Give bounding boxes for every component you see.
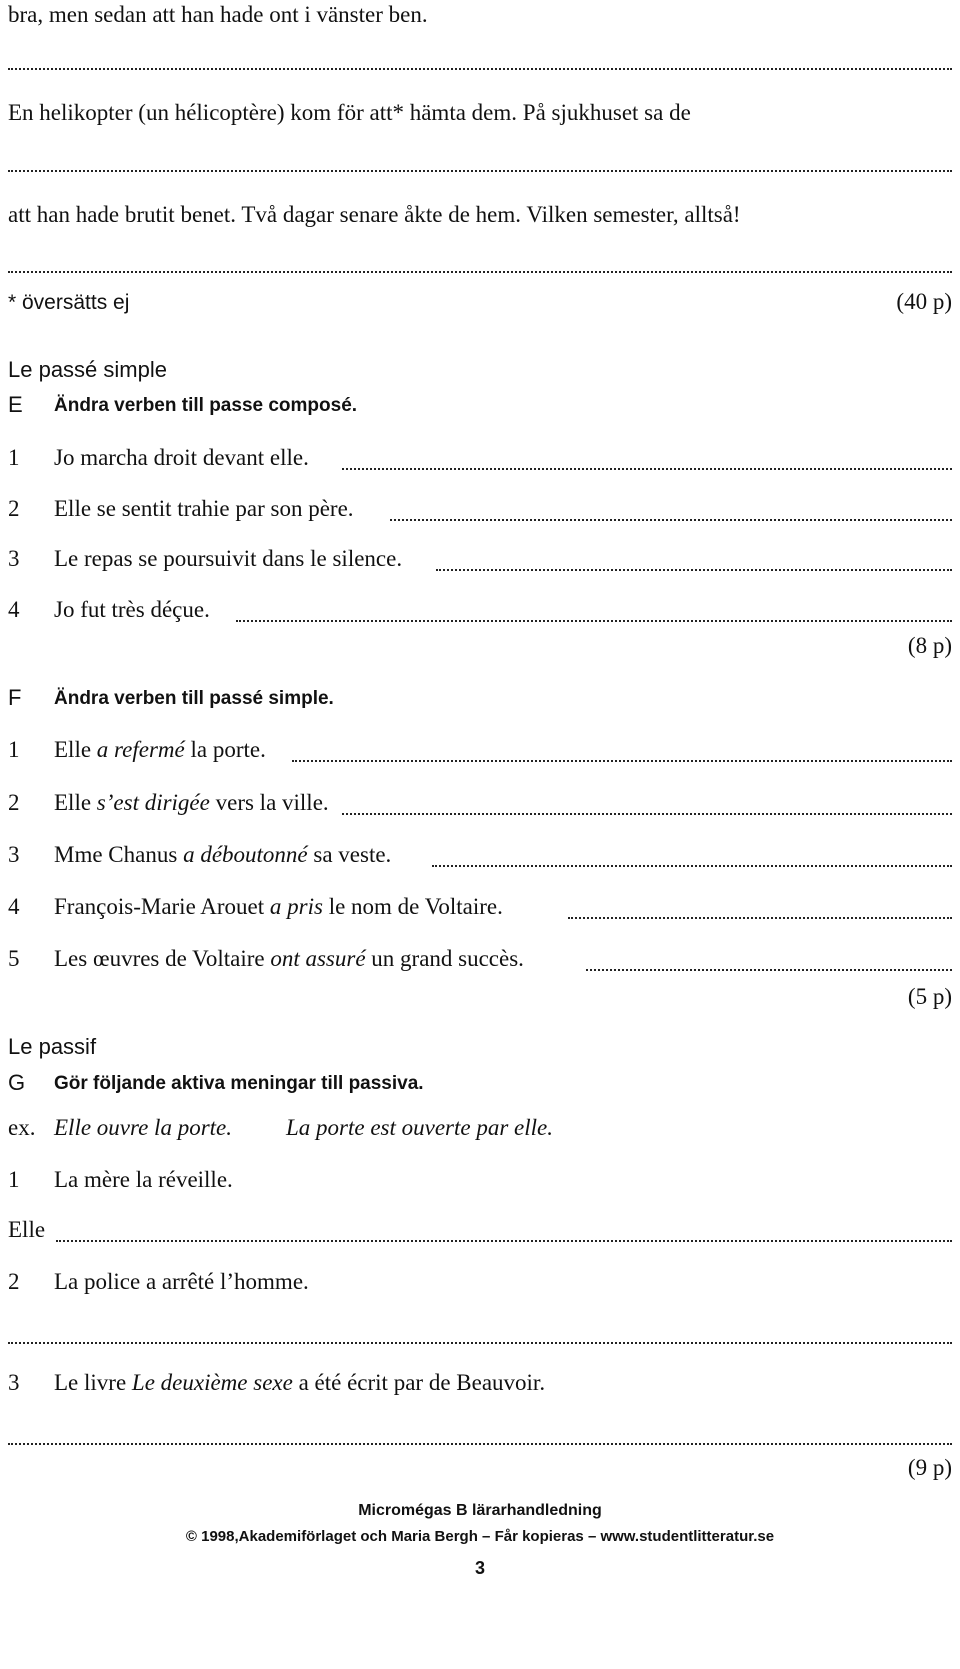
- item-number: 1: [8, 445, 20, 470]
- answer-line[interactable]: [432, 865, 952, 867]
- story-line-2: En helikopter (un hélicoptère) kom för att* hämta dem. På sjukhuset sa de: [8, 100, 691, 125]
- answer-line[interactable]: [292, 760, 952, 762]
- footer-copyright: © 1998,Akademiförlaget och Maria Bergh – Får kopieras – www.studentlitteratur.se: [185, 1528, 775, 1545]
- item-number: 2: [8, 1269, 20, 1294]
- story-line-1: bra, men sedan att han hade ont i vänster ben.: [8, 2, 428, 27]
- exercise-e-item-4: Jo fut très déçue.: [54, 597, 210, 622]
- answer-line[interactable]: [586, 969, 952, 971]
- exercise-e-instruction: Ändra verben till passe composé.: [54, 395, 358, 416]
- footer-book-title: Micromégas B lärarhandledning: [358, 1502, 602, 1519]
- item-number: 1: [8, 737, 20, 762]
- verb: a pris: [269, 894, 323, 919]
- example-active: [54, 1115, 232, 1141]
- answer-line[interactable]: [236, 620, 952, 622]
- item-text: a été écrit par de Beauvoir.: [292, 1370, 546, 1395]
- answer-line[interactable]: [8, 1342, 952, 1344]
- item-text: Elle: [54, 790, 97, 815]
- exercise-f-instruction: Ändra verben till passé simple.: [54, 688, 334, 709]
- exercise-letter-f: F: [8, 685, 22, 710]
- answer-line[interactable]: [342, 813, 952, 815]
- item-number: 4: [8, 894, 20, 919]
- example-label: ex.: [8, 1115, 36, 1140]
- item-number: 2: [8, 496, 20, 521]
- item-number: 1: [8, 1167, 20, 1192]
- exercise-e-item-2: Elle se sentit trahie par son père.: [54, 496, 354, 521]
- exercise-letter-g: G: [8, 1070, 26, 1095]
- answer-line[interactable]: [390, 519, 952, 521]
- item-number: 3: [8, 842, 20, 867]
- answer-line[interactable]: [8, 68, 952, 70]
- answer-line[interactable]: [8, 271, 952, 273]
- answer-line[interactable]: [56, 1240, 952, 1242]
- exercise-g-item-2: La police a arrêté l’homme.: [54, 1269, 309, 1294]
- story-line-3: att han hade brutit benet. Två dagar senare åkte de hem. Vilken semester, alltså!: [8, 202, 741, 227]
- exercise-letter-e: E: [8, 392, 23, 417]
- exercise-f-item-2: [54, 790, 329, 816]
- example-active-text: Elle ouvre la porte.: [54, 1115, 232, 1140]
- exercise-f-item-5: [54, 946, 524, 972]
- verb: ont assuré: [270, 946, 366, 971]
- item-text: Mme Chanus: [54, 842, 184, 867]
- exercise-e-item-3: Le repas se poursuivit dans le silence.: [54, 546, 403, 571]
- item-text: vers la ville.: [209, 790, 329, 815]
- item-number: 3: [8, 1370, 20, 1395]
- item-text: un grand succès.: [365, 946, 524, 971]
- story-points: (40 p): [896, 289, 952, 314]
- item-number: 5: [8, 946, 20, 971]
- verb: s’est dirigée: [96, 790, 210, 815]
- exercise-f-item-3: [54, 842, 391, 868]
- item-number: 4: [8, 597, 20, 622]
- item-text: la porte.: [184, 737, 266, 762]
- exercise-f-item-1: [54, 737, 266, 763]
- exercise-g-instruction: Gör följande aktiva meningar till passiva.: [54, 1073, 424, 1094]
- answer-line[interactable]: [8, 1443, 952, 1445]
- exercise-f-points: (5 p): [907, 984, 952, 1009]
- footnote: * översätts ej: [8, 291, 130, 314]
- item-number: 2: [8, 790, 20, 815]
- section-title-passe-simple: Le passé simple: [8, 357, 167, 382]
- verb: a déboutonné: [183, 842, 308, 867]
- verb: a refermé: [96, 737, 185, 762]
- item-number: 3: [8, 546, 20, 571]
- item-text: Les œuvres de Voltaire: [54, 946, 271, 971]
- book-title: Le deuxième sexe: [131, 1370, 293, 1395]
- item-text: François-Marie Arouet: [54, 894, 270, 919]
- item-text: le nom de Voltaire.: [322, 894, 503, 919]
- page-number: 3: [474, 1558, 485, 1578]
- answer-line[interactable]: [342, 468, 952, 470]
- answer-line[interactable]: [436, 569, 952, 571]
- exercise-f-item-4: [54, 894, 503, 920]
- item-text: Le livre: [54, 1370, 132, 1395]
- exercise-g-item-1: La mère la réveille.: [54, 1167, 233, 1192]
- example-passive: [286, 1115, 553, 1141]
- section-title-le-passif: Le passif: [8, 1034, 97, 1059]
- exercise-e-points: (8 p): [907, 633, 952, 658]
- item-text: sa veste.: [307, 842, 392, 867]
- exercise-g-points: (9 p): [907, 1455, 952, 1480]
- exercise-g-item-3: [54, 1370, 545, 1396]
- exercise-e-item-1: Jo marcha droit devant elle.: [54, 445, 309, 470]
- answer-line[interactable]: [8, 170, 952, 172]
- answer-line[interactable]: [568, 917, 952, 919]
- item-text: Elle: [54, 737, 97, 762]
- example-passive-text: La porte est ouverte par elle.: [286, 1115, 554, 1140]
- answer-start: Elle: [8, 1217, 46, 1242]
